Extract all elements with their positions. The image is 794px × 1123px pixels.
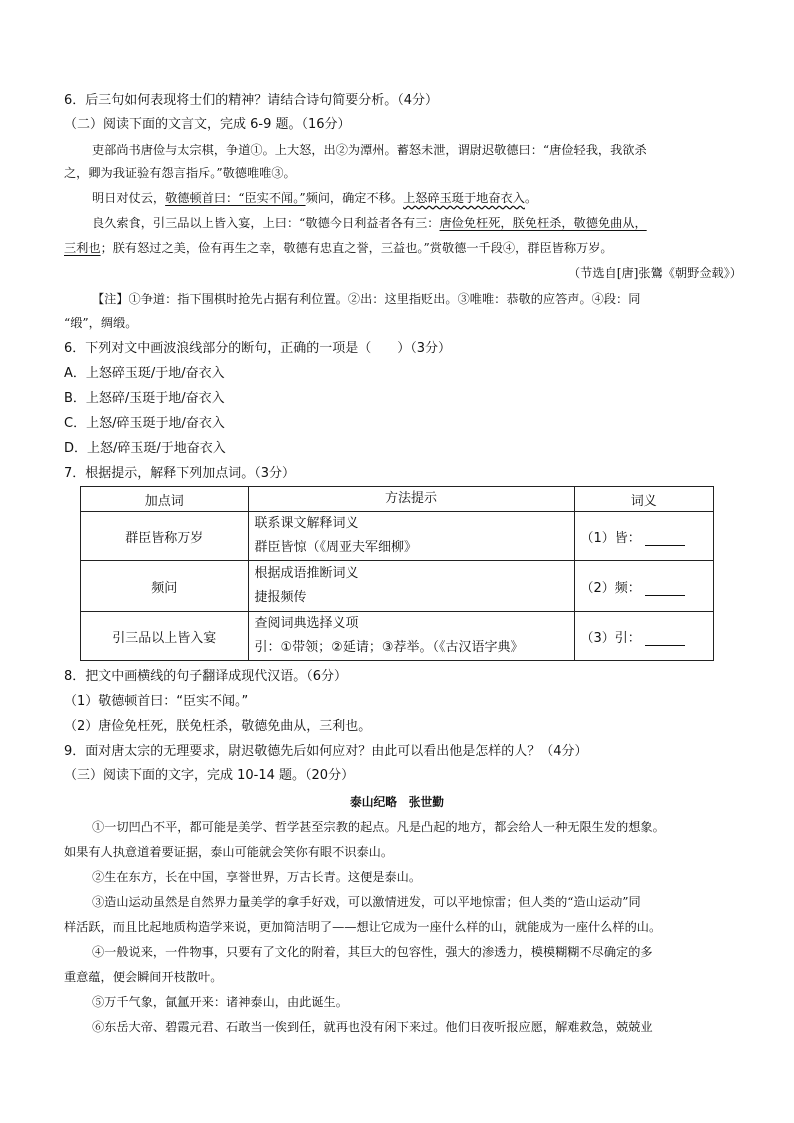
option-b[interactable]: B．上怒碎/玉珽于地/奋衣入: [64, 391, 225, 406]
passage-text: 良久索食，引三品以上皆入宴，上曰：“敬德今日利益者各有三：: [92, 216, 440, 230]
passage-text: 明日对仗云，: [92, 191, 166, 205]
passage-text: ；朕有怒过之美，俭有再生之幸，敬德有忠直之誉，三益也。”赏敬德一千段④，群臣皆称万岁。: [100, 241, 613, 255]
passage-line: ②生在东方，长在中国，享誉世界，万古长青。这便是泰山。: [92, 870, 422, 884]
translate-sentence-2: （2）唐俭免枉死，朕免枉杀，敬德免曲从，三利也。: [64, 719, 372, 734]
passage-line: [64, 239, 613, 257]
table-row: [81, 561, 714, 612]
passage-line: 吏部尚书唐俭与太宗棋，争道①。上大怒，出②为潭州。蓄怒未泄，谓尉迟敬德曰：“唐俭轻我，我欲杀: [92, 143, 647, 157]
underlined-sentence-2: 唐俭免枉死，朕免枉杀，敬德免曲从，: [439, 216, 647, 230]
question-9-stem: 9．面对唐太宗的无理要求，尉迟敬德先后如何应对？由此可以看出他是怎样的人？（4分）: [64, 744, 588, 759]
answer-blank[interactable]: [645, 632, 685, 646]
hint-line: 查阅词典选择义项: [254, 616, 359, 631]
meaning-label: （2）频：: [580, 580, 641, 596]
passage-line: ④一般说来，一件物事，只要有了文化的附着，其巨大的包容性，强大的渗透力，模模糊糊不尽确定的多: [92, 945, 653, 959]
meaning-label: （1）皆：: [580, 530, 641, 546]
passage-line: ③造山运动虽然是自然界力量美学的拿手好戏，可以激情迸发，可以平地惊雷；但人类的“造山运动”同: [92, 895, 641, 909]
passage-text: 。: [524, 191, 538, 205]
hint-cell: [248, 612, 574, 661]
section-3-heading: （三）阅读下面的文字，完成 10-14 题。（20分）: [64, 768, 355, 783]
word-explanation-table: [80, 486, 714, 661]
wavy-underlined-sentence: 上怒碎玉珽于地奋衣入: [403, 191, 525, 205]
hint-line: 引：①带领；②延请；③荐举。（《古汉语字典》: [254, 640, 524, 655]
option-d[interactable]: D．上怒/碎玉珽/于地奋衣入: [64, 441, 226, 456]
passage-line: 之，卿为我证验有怨言指斥。”敬德唯唯③。: [64, 166, 296, 180]
article-title: 泰山纪略 张世勤: [350, 795, 444, 809]
passage-line: 样活跃，而且比起地质构造学来说，更加简洁明了——想让它成为一座什么样的山，就能成为一座什么样的山。: [64, 920, 662, 934]
meaning-cell: [574, 612, 713, 661]
passage-line: ①一切凹凸不平，都可能是美学、哲学甚至宗教的起点。凡是凸起的地方，都会给人一种无限生发的想象。: [92, 820, 665, 834]
annotation-note: “缎”，绸缎。: [64, 316, 138, 330]
translate-sentence-1: （1）敬德顿首曰：“臣实不闻。”: [64, 694, 249, 709]
passage-line: [92, 189, 537, 207]
column-header: 方法提示: [248, 487, 574, 512]
passage-line: [92, 214, 647, 232]
passage-line: ⑥东岳大帝、碧霞元君、石敢当一俟到任，就再也没有闲下来过。他们日夜听报应愿，解难救急，兢兢业: [92, 1020, 653, 1034]
hint-line: 群臣皆惊（《周亚夫军细柳》: [254, 540, 418, 555]
dotted-word-cell: 群臣皆称万岁: [81, 512, 249, 561]
hint-line: 联系课文解释词义: [254, 516, 359, 531]
table-header-row: [81, 487, 714, 512]
dotted-word-cell: 频问: [81, 561, 249, 612]
column-header: 加点词: [81, 487, 249, 512]
column-header: 词义: [574, 487, 713, 512]
underlined-sentence-1: 敬德顿首曰：“臣实不闻。”: [165, 191, 306, 205]
section-2-heading: （二）阅读下面的文言文，完成 6-9 题。（16分）: [64, 117, 351, 132]
answer-blank[interactable]: [645, 582, 685, 596]
table-row: [81, 512, 714, 561]
passage-line: 如果有人执意道着要证据，泰山可能就会笑你有眼不识泰山。: [64, 845, 394, 859]
passage-text: 频问，确定不移。: [305, 191, 404, 205]
passage-source: （节选自[唐]张鷟《朝野佥载》）: [567, 266, 742, 280]
option-a[interactable]: A．上怒碎玉珽/于地/奋衣入: [64, 366, 225, 381]
question-7-stem: 7．根据提示，解释下列加点词。（3分）: [64, 466, 296, 481]
question-6-top: 6．后三句如何表现将士们的精神？请结合诗句简要分析。（4分）: [64, 93, 439, 108]
hint-line: 根据成语推断词义: [254, 566, 359, 581]
option-c[interactable]: C．上怒/碎玉珽于地/奋衣入: [64, 416, 225, 431]
meaning-cell: [574, 561, 713, 612]
hint-cell: [248, 512, 574, 561]
annotation-note: 【注】①争道：指下围棋时抢先占据有利位置。②出：这里指贬出。③唯唯：恭敬的应答声。④段：同: [92, 292, 641, 306]
table-row: [81, 612, 714, 661]
question-6-stem: 6．下列对文中画波浪线部分的断句，正确的一项是（ ）（3分）: [64, 341, 452, 356]
answer-blank[interactable]: [645, 532, 685, 546]
hint-cell: [248, 561, 574, 612]
underlined-sentence-2-end: 三利也: [64, 241, 101, 255]
question-8-stem: 8．把文中画横线的句子翻译成现代汉语。（6分）: [64, 669, 348, 684]
meaning-cell: [574, 512, 713, 561]
meaning-label: （3）引：: [580, 630, 641, 646]
dotted-word-cell: 引三品以上皆入宴: [81, 612, 249, 661]
passage-line: 重意蕴，便会瞬间开枝散叶。: [64, 970, 223, 984]
hint-line: 捷报频传: [254, 590, 307, 605]
passage-line: ⑤万千气象，氤氲开来：诸神泰山，由此诞生。: [92, 995, 348, 1009]
